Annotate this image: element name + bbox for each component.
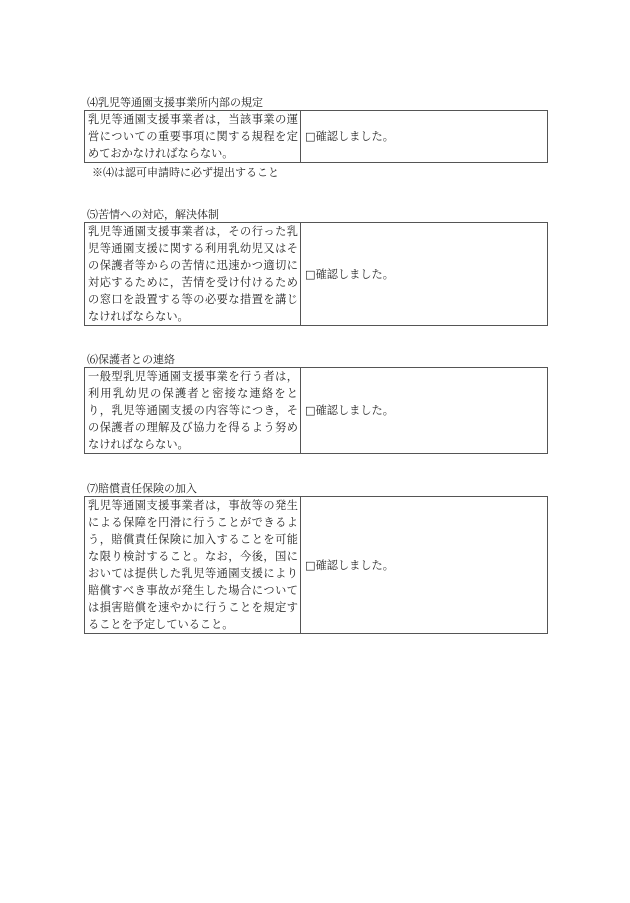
requirement-text: 一般型乳児等通園支援事業を行う者は，利用乳幼児の保護者と密接な連絡をとり，乳児等通園支援の内容等につき，その保護者の理解及び協力を得るよう努めなければならない。	[85, 368, 301, 454]
requirement-table	[84, 367, 548, 454]
table-row	[85, 223, 548, 326]
confirm-checkbox[interactable]: □確認しました。	[301, 223, 548, 326]
requirement-text: 乳児等通園支援事業者は，当該事業の運営についての重要事項に関する規程を定めておかなければならない。	[85, 111, 301, 163]
table-row	[85, 368, 548, 454]
requirement-text: 乳児等通園支援事業者は，事故等の発生による保障を円滑に行うことができるよう，賠償責任保険に加入することを可能な限り検討すること。なお，今後，国においては提供した乳児等通園支援により賠償すべき事故が発生した場合については損害賠償を速やかに行うことを規定することを予定していること。	[85, 497, 301, 634]
section-heading: ⑹保護者との連絡	[87, 353, 175, 366]
submission-note: ※⑷は認可申請時に必ず提出すること	[92, 166, 279, 179]
requirement-text: 乳児等通園支援事業者は，その行った乳児等通園支援に関する利用乳幼児又はその保護者等からの苦情に迅速かつ適切に対応するために，苦情を受け付けるための窓口を設置する等の必要な措置を講じなければならない。	[85, 223, 301, 326]
requirement-table	[84, 110, 548, 163]
section-guardian-contact	[84, 353, 546, 454]
confirm-checkbox[interactable]: □確認しました。	[301, 111, 548, 163]
requirement-table	[84, 222, 548, 326]
section-heading: ⑸苦情への対応，解決体制	[87, 208, 219, 221]
table-row	[85, 111, 548, 163]
confirm-checkbox[interactable]: □確認しました。	[301, 497, 548, 634]
section-complaint-handling	[84, 208, 546, 326]
section-heading: ⑺賠償責任保険の加入	[87, 482, 197, 495]
section-liability-insurance	[84, 482, 546, 634]
section-heading: ⑷乳児等通園支援事業所内部の規定	[87, 96, 263, 109]
section-internal-rules	[84, 96, 546, 180]
confirm-checkbox[interactable]: □確認しました。	[301, 368, 548, 454]
table-row	[85, 497, 548, 634]
requirement-table	[84, 496, 548, 634]
